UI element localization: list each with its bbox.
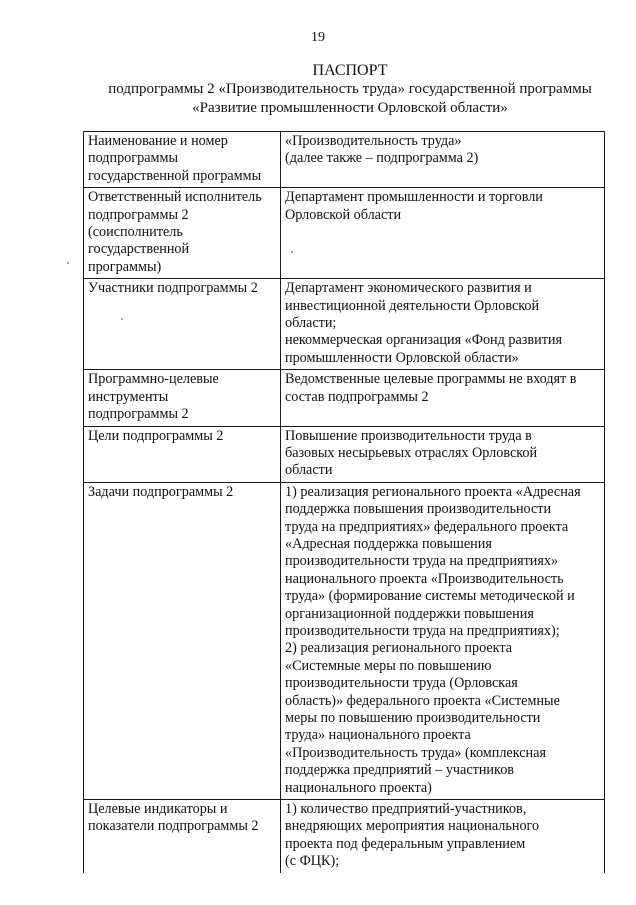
row-label: Программно-целевые инструменты подпрограммы 2 [84,370,281,426]
table-row [84,426,605,482]
row-value: 1) количество предприятий-участников, внедряющих мероприятия национального проекта под федеральным управлением (с ФЦК); [281,800,605,873]
document-heading [60,61,636,118]
row-value: Департамент экономического развития и инвестиционной деятельности Орловской области; некоммерческая организация «Фонд развития промышленности Орловской области» [281,279,605,370]
table-row [84,188,605,279]
scan-speck [67,262,69,264]
table-row [84,132,605,188]
heading-line-2: «Развитие промышленности Орловской области» [192,100,508,116]
row-value: Повышение производительности труда в базовых несырьевых отраслях Орловской области [281,426,605,482]
row-label: Задачи подпрограммы 2 [84,482,281,799]
row-label: Участники подпрограммы 2 [84,279,281,370]
scan-speck [291,251,293,253]
table-row [84,482,605,799]
page-number: 19 [311,30,325,45]
table-row [84,800,605,873]
row-value: Ведомственные целевые программы не входят в состав подпрограммы 2 [281,370,605,426]
row-label: Цели подпрограммы 2 [84,426,281,482]
row-label: Ответственный исполнитель подпрограммы 2 (соисполнитель государственной программы) [84,188,281,279]
heading-line-1: подпрограммы 2 «Производительность труда» государственной программы [108,81,592,97]
row-label: Целевые индикаторы и показатели подпрограммы 2 [84,800,281,873]
table-row [84,279,605,370]
row-value: «Производительность труда» (далее также – подпрограмма 2) [281,132,605,188]
table-row [84,370,605,426]
row-label: Наименование и номер подпрограммы государственной программы [84,132,281,188]
row-value: 1) реализация регионального проекта «Адресная поддержка повышения производительности труда на предприятиях» федерального проекта «Адресная поддержка повышения производительности труда на предприятиях» национального проекта «Производительность труда» (формирование системы методической и организационной поддержки повышения производительности труда на предприятиях); 2) реализация регионального проекта «Системные меры по повышению производительности труда (Орловская область)» федерального проекта «Системные меры по повышению производительности труда» национального проекта «Производительность труда» (комплексная поддержка предприятий – участников национального проекта) [281,482,605,799]
passport-table [83,131,605,873]
scan-speck [121,318,123,320]
row-value: Департамент промышленности и торговли Орловской области [281,188,605,279]
heading-title: ПАСПОРТ [312,62,388,79]
